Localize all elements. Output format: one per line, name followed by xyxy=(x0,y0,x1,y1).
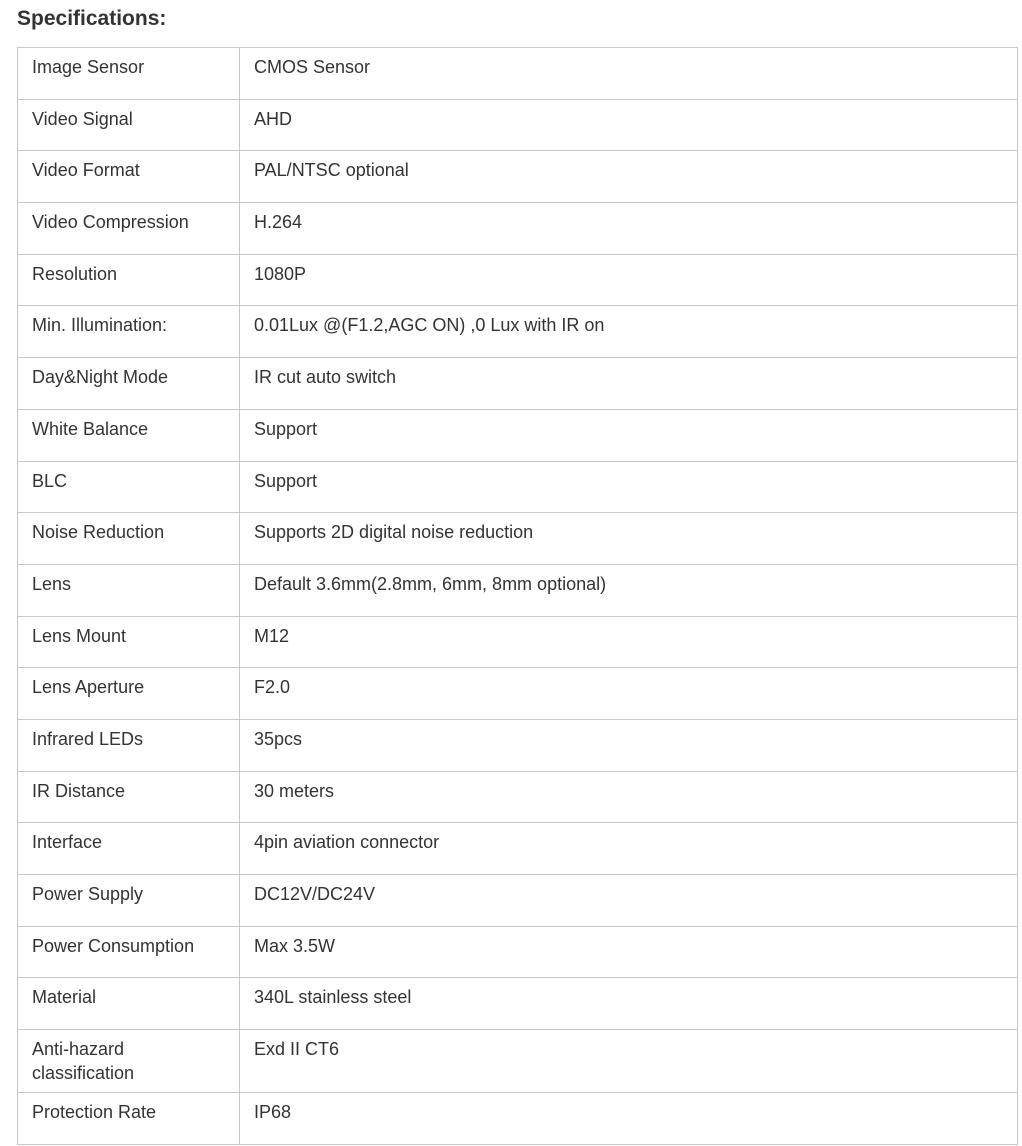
specifications-heading: Specifications: xyxy=(17,7,167,30)
spec-label-power-consumption: Power Consumption xyxy=(18,926,240,978)
spec-value-resolution: 1080P xyxy=(240,254,1018,306)
spec-value-material: 340L stainless steel xyxy=(240,978,1018,1030)
spec-label-video-format: Video Format xyxy=(18,151,240,203)
spec-value-interface: 4pin aviation connector xyxy=(240,823,1018,875)
table-row xyxy=(18,978,1018,1030)
spec-value-power-supply: DC12V/DC24V xyxy=(240,875,1018,927)
spec-label-day-night-mode: Day&Night Mode xyxy=(18,358,240,410)
table-row xyxy=(18,668,1018,720)
spec-label-material: Material xyxy=(18,978,240,1030)
spec-value-white-balance: Support xyxy=(240,409,1018,461)
spec-value-noise-reduction: Supports 2D digital noise reduction xyxy=(240,513,1018,565)
spec-label-white-balance: White Balance xyxy=(18,409,240,461)
table-row xyxy=(18,875,1018,927)
spec-value-anti-hazard-classification: Exd II CT6 xyxy=(240,1030,1018,1093)
spec-value-video-format: PAL/NTSC optional xyxy=(240,151,1018,203)
spec-label-power-supply: Power Supply xyxy=(18,875,240,927)
spec-value-blc: Support xyxy=(240,461,1018,513)
table-row xyxy=(18,306,1018,358)
spec-label-lens: Lens xyxy=(18,564,240,616)
spec-label-anti-hazard-classification: Anti-hazard classification xyxy=(18,1030,240,1093)
table-row xyxy=(18,926,1018,978)
spec-label-lens-mount: Lens Mount xyxy=(18,616,240,668)
table-row xyxy=(18,1093,1018,1145)
table-row xyxy=(18,151,1018,203)
table-row xyxy=(18,564,1018,616)
spec-label-video-compression: Video Compression xyxy=(18,203,240,255)
spec-label-ir-distance: IR Distance xyxy=(18,771,240,823)
table-row xyxy=(18,254,1018,306)
table-row xyxy=(18,1030,1018,1093)
spec-value-min-illumination: 0.01Lux @(F1.2,AGC ON) ,0 Lux with IR on xyxy=(240,306,1018,358)
spec-value-video-compression: H.264 xyxy=(240,203,1018,255)
table-row xyxy=(18,48,1018,100)
spec-value-day-night-mode: IR cut auto switch xyxy=(240,358,1018,410)
spec-label-resolution: Resolution xyxy=(18,254,240,306)
spec-label-infrared-leds: Infrared LEDs xyxy=(18,719,240,771)
spec-label-noise-reduction: Noise Reduction xyxy=(18,513,240,565)
spec-label-video-signal: Video Signal xyxy=(18,99,240,151)
table-row xyxy=(18,203,1018,255)
spec-label-protection-rate: Protection Rate xyxy=(18,1093,240,1145)
spec-value-infrared-leds: 35pcs xyxy=(240,719,1018,771)
table-row xyxy=(18,409,1018,461)
spec-value-lens-mount: M12 xyxy=(240,616,1018,668)
specifications-table-body xyxy=(18,48,1018,1145)
spec-value-power-consumption: Max 3.5W xyxy=(240,926,1018,978)
spec-label-min-illumination: Min. Illumination: xyxy=(18,306,240,358)
table-row xyxy=(18,513,1018,565)
table-row xyxy=(18,358,1018,410)
spec-label-blc: BLC xyxy=(18,461,240,513)
table-row xyxy=(18,99,1018,151)
table-row xyxy=(18,771,1018,823)
spec-label-lens-aperture: Lens Aperture xyxy=(18,668,240,720)
table-row xyxy=(18,719,1018,771)
spec-label-image-sensor: Image Sensor xyxy=(18,48,240,100)
table-row xyxy=(18,461,1018,513)
spec-label-interface: Interface xyxy=(18,823,240,875)
spec-value-image-sensor: CMOS Sensor xyxy=(240,48,1018,100)
spec-value-lens-aperture: F2.0 xyxy=(240,668,1018,720)
table-row xyxy=(18,823,1018,875)
spec-value-protection-rate: IP68 xyxy=(240,1093,1018,1145)
table-row xyxy=(18,616,1018,668)
specifications-table xyxy=(17,47,1018,1145)
spec-value-lens: Default 3.6mm(2.8mm, 6mm, 8mm optional) xyxy=(240,564,1018,616)
spec-value-ir-distance: 30 meters xyxy=(240,771,1018,823)
spec-value-video-signal: AHD xyxy=(240,99,1018,151)
